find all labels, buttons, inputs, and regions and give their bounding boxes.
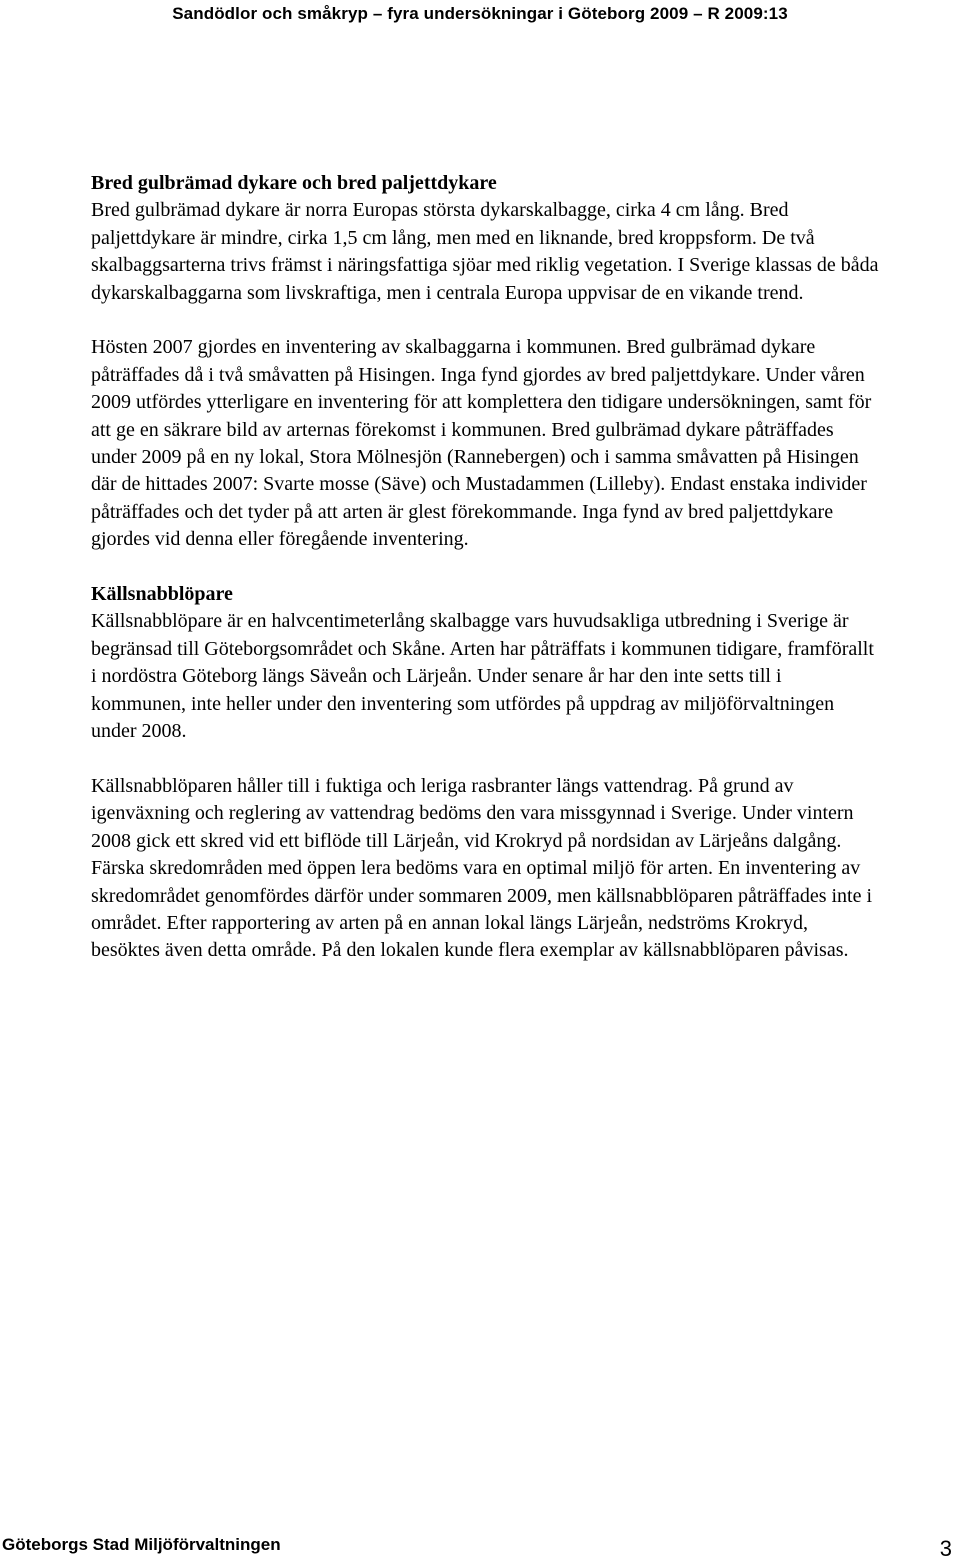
section-kallsnabblopare — [91, 581, 881, 965]
paragraph-spacer — [91, 746, 881, 773]
footer-organization: Göteborgs Stad Miljöförvaltningen — [2, 1535, 281, 1554]
section-heading: Källsnabblöpare — [91, 583, 233, 606]
section-dykare — [91, 170, 881, 554]
paragraph: Bred gulbrämad dykare är norra Europas största dykarskalbagge, cirka 4 cm lång. Bred paljettdykare är mindre, cirka 1,5 cm lång, men med en liknande, bred kroppsform. De två skalbaggsarterna trivs främst i näringsfattiga sjöar med riklig vegetation. I Sverige klassas de båda dykarskalbaggarna som livskraftiga, men i centrala Europa uppvisar de en vikande trend. — [91, 199, 879, 304]
running-header: Sandödlor och småkryp – fyra undersökningar i Göteborg 2009 – R 2009:13 — [172, 4, 788, 23]
paragraph: Källsnabblöparen håller till i fuktiga och leriga rasbranter längs vattendrag. På grund av igenväxning och reglering av vattendrag bedöms den vara missgynnad i Sverige. Under vintern 2008 gick ett skred vid ett biflöde till Lärjeån, vid Krokryd på nordsidan av Lärjeåns dalgång. Färska skredområden med öppen lera bedöms vara en optimal miljö för arten. En inventering av skredområdet genomfördes därför under sommaren 2009, men källsnabblöparen påträffades inte i området. Efter rapportering av arten på en annan lokal längs Lärjeån, nedströms Krokryd, besöktes även detta område. På den lokalen kunde flera exemplar av källsnabblöparen påvisas. — [91, 774, 873, 962]
page-number: 3 — [939, 1536, 952, 1561]
paragraph: Hösten 2007 gjordes en inventering av skalbaggarna i kommunen. Bred gulbrämad dykare påträffades då i två småvatten på Hisingen. Inga fynd gjordes av bred paljettdykare. Under våren 2009 utfördes ytterligare en inventering för att komplettera den tidigare undersökningen, samt för att ge en säkrare bild av arternas förekomst i kommunen. Bred gulbrämad dykare påträffades under 2009 på en ny lokal, Stora Mölnesjön (Rannebergen) och i samma småvatten på Hisingen där de hittades 2007: Svarte mosse (Säve) och Mustadammen (Lilleby). Endast enstaka individer påträffades och det tyder på att arten är glest förekommande. Inga fynd av bred paljettdykare gjordes vid denna eller föregående inventering. — [91, 336, 872, 551]
section-spacer — [91, 554, 881, 581]
paragraph-spacer — [91, 307, 881, 334]
page-body — [91, 170, 881, 965]
section-heading: Bred gulbrämad dykare och bred paljettdykare — [91, 172, 497, 194]
paragraph: Källsnabblöpare är en halvcentimeterlång skalbagge vars huvudsakliga utbredning i Sverige är begränsad till Göteborgsområdet och Skåne. Arten har påträffats i kommunen tidigare, framförallt i nordöstra Göteborg längs Säveån och Lärjeån. Under senare år har den inte setts till i kommunen, inte heller under den inventering som utfördes på uppdrag av miljöförvaltningen under 2008. — [91, 610, 874, 743]
